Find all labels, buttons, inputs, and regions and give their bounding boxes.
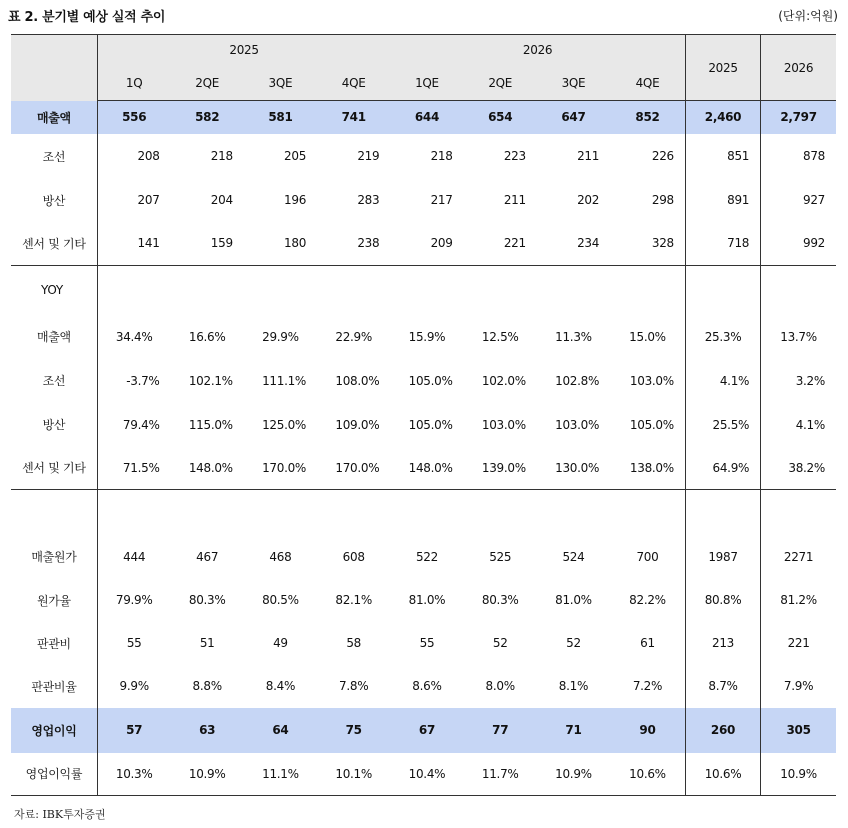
header-quarter: 1Q	[97, 66, 170, 101]
quarter-value: 8.0%	[485, 679, 515, 693]
annual-value: 305	[761, 708, 836, 753]
quarter-value: 218	[210, 149, 233, 163]
quarter-value: 10.3%	[97, 753, 170, 796]
row-label: 방산	[11, 179, 97, 222]
row-label: 원가율	[11, 579, 97, 622]
annual-value: 80.8%	[685, 579, 760, 622]
quarter-value: 63	[171, 708, 244, 753]
quarter-value: 90	[610, 708, 685, 753]
quarter-value: 10.6%	[610, 753, 685, 796]
annual-value: 4.1%	[795, 417, 825, 432]
quarter-value: 217	[430, 193, 453, 207]
quarter-value: 525	[489, 549, 512, 564]
row-label: 센서 및 기타	[11, 222, 97, 266]
quarter-value: 57	[97, 708, 170, 753]
header-quarter: 2QE	[464, 66, 537, 101]
quarter-value: 51	[199, 636, 215, 650]
quarter-value: 10.4%	[390, 753, 463, 796]
table-row	[11, 579, 836, 622]
quarter-value: 218	[430, 149, 453, 163]
quarter-value: 170.0%	[262, 460, 307, 475]
quarter-value: 8.6%	[412, 679, 442, 693]
annual-value: 4.1%	[685, 359, 760, 403]
header-annual-2026: 2026	[761, 35, 836, 101]
row-operating-profit	[11, 708, 836, 753]
quarter-value: 109.0%	[335, 417, 380, 432]
annual-value	[761, 266, 836, 315]
annual-value: 81.2%	[780, 593, 817, 607]
row-label: 조선	[11, 134, 97, 179]
quarter-value: 7.2%	[610, 665, 685, 708]
quarter-value: 8.8%	[192, 679, 222, 693]
quarter-value: 82.2%	[610, 579, 685, 622]
table-row	[11, 447, 836, 490]
quarter-value: 55	[419, 636, 435, 650]
quarter-value: 125.0%	[262, 417, 307, 432]
quarter-value: 522	[415, 549, 438, 564]
row-label: 판관비율	[11, 665, 97, 708]
quarter-value: 219	[357, 149, 380, 163]
annual-value	[685, 490, 760, 535]
quarter-value	[610, 490, 685, 535]
quarter-value	[244, 490, 317, 535]
quarter-value: 22.9%	[335, 329, 372, 344]
annual-value: 10.6%	[685, 753, 760, 796]
unit-label: (단위:억원)	[778, 9, 838, 23]
quarter-value: 202	[577, 193, 600, 207]
quarter-value: 102.0%	[481, 373, 526, 388]
quarter-value: 444	[123, 549, 146, 564]
quarter-value: 11.1%	[244, 753, 317, 796]
quarter-value	[464, 490, 537, 535]
annual-value: 38.2%	[788, 460, 825, 475]
header-quarter: 1QE	[390, 66, 463, 101]
quarter-value: -3.7%	[126, 373, 160, 388]
quarter-value: 105.0%	[610, 403, 685, 447]
quarter-value: 700	[610, 535, 685, 579]
quarter-value: 159	[210, 236, 233, 251]
quarter-value: 75	[317, 708, 390, 753]
quarter-value: 196	[284, 193, 307, 207]
table-row	[11, 315, 836, 359]
annual-value: 25.5%	[685, 403, 760, 447]
quarter-value: 283	[357, 193, 380, 207]
annual-value: 260	[685, 708, 760, 753]
row-label: 영업이익	[11, 708, 97, 753]
quarter-value: 9.9%	[119, 679, 149, 693]
quarter-value: 644	[390, 101, 463, 134]
quarter-value	[244, 266, 317, 315]
row-label: 판관비	[11, 622, 97, 665]
quarter-value: 208	[137, 149, 160, 163]
table-body	[11, 101, 836, 796]
quarter-value: 8.1%	[558, 679, 589, 693]
header-year-2025: 2025	[97, 35, 390, 66]
annual-value: 2,797	[761, 101, 836, 134]
quarter-value: 103.0%	[481, 417, 526, 432]
table-row	[11, 665, 836, 708]
quarter-value: 105.0%	[408, 417, 453, 432]
quarter-value: 52	[492, 636, 508, 650]
quarter-value: 148.0%	[408, 460, 453, 475]
quarter-value	[317, 490, 390, 535]
quarter-value: 11.3%	[555, 329, 592, 344]
quarter-value: 81.0%	[555, 593, 592, 607]
quarter-value	[537, 490, 610, 535]
annual-value: 25.3%	[685, 315, 760, 359]
quarter-value: 298	[610, 179, 685, 222]
quarter-value: 468	[269, 549, 292, 564]
quarter-value: 61	[610, 622, 685, 665]
row-yoy-header	[11, 266, 836, 315]
annual-value: 221	[787, 636, 810, 650]
quarter-value	[171, 490, 244, 535]
annual-value: 1987	[685, 535, 760, 579]
annual-value: 213	[685, 622, 760, 665]
quarter-value: 582	[171, 101, 244, 134]
quarter-value: 180	[284, 236, 307, 251]
quarter-value: 80.3%	[188, 593, 226, 607]
quarter-value: 108.0%	[335, 373, 380, 388]
header-quarter: 3QE	[537, 66, 610, 101]
quarter-value: 115.0%	[188, 417, 233, 432]
row-label	[11, 490, 97, 535]
quarter-value: 8.4%	[265, 679, 296, 693]
row-label: 방산	[11, 403, 97, 447]
table-row	[11, 403, 836, 447]
quarter-value	[171, 266, 244, 315]
row-label: 조선	[11, 359, 97, 403]
quarter-value: 223	[503, 149, 526, 163]
annual-value: 878	[802, 149, 825, 163]
quarter-value: 15.0%	[610, 315, 685, 359]
earnings-table	[11, 34, 836, 796]
annual-value: 891	[685, 179, 760, 222]
table-title: 표 2. 분기별 예상 실적 추이	[8, 10, 166, 25]
quarter-value: 80.3%	[481, 593, 519, 607]
quarter-value: 211	[503, 193, 526, 207]
header-quarter: 4QE	[610, 66, 685, 101]
annual-value: 718	[685, 222, 760, 266]
quarter-value: 55	[126, 636, 142, 650]
quarter-value: 211	[577, 149, 600, 163]
quarter-value: 204	[210, 193, 233, 207]
quarter-value	[390, 266, 463, 315]
quarter-value: 15.9%	[408, 329, 446, 344]
quarter-value	[317, 266, 390, 315]
row-label: 매출액	[11, 315, 97, 359]
row-label: 센서 및 기타	[11, 447, 97, 490]
quarter-value: 524	[562, 549, 585, 564]
quarter-value: 139.0%	[481, 460, 526, 475]
annual-value: 3.2%	[795, 373, 825, 388]
row-label: 매출액	[11, 101, 97, 134]
yoy-label: YOY	[11, 266, 97, 315]
quarter-value: 58	[346, 636, 362, 650]
row-revenue	[11, 101, 836, 134]
quarter-value: 16.6%	[188, 329, 226, 344]
quarter-value: 79.4%	[122, 417, 160, 432]
quarter-value: 52	[566, 636, 581, 650]
quarter-value: 205	[284, 149, 307, 163]
quarter-value: 12.5%	[481, 329, 519, 344]
header-corner	[11, 35, 97, 101]
quarter-value: 328	[610, 222, 685, 266]
annual-value: 2,460	[685, 101, 760, 134]
annual-value: 10.9%	[761, 753, 836, 796]
quarter-value: 130.0%	[555, 460, 600, 475]
quarter-value: 71	[537, 708, 610, 753]
quarter-value: 581	[244, 101, 317, 134]
annual-value: 8.7%	[685, 665, 760, 708]
quarter-value: 10.9%	[171, 753, 244, 796]
annual-value: 851	[685, 134, 760, 179]
quarter-value: 7.8%	[339, 679, 369, 693]
quarter-value: 111.1%	[262, 373, 307, 388]
quarter-value	[537, 266, 610, 315]
quarter-value: 852	[610, 101, 685, 134]
quarter-value: 34.4%	[115, 329, 153, 344]
quarter-value: 103.0%	[610, 359, 685, 403]
table-row	[11, 179, 836, 222]
annual-value	[761, 490, 836, 535]
header-annual-2025: 2025	[685, 35, 760, 101]
quarter-value: 556	[97, 101, 170, 134]
quarter-value: 29.9%	[262, 329, 299, 344]
header-quarter: 3QE	[244, 66, 317, 101]
quarter-value: 67	[390, 708, 463, 753]
quarter-value: 741	[317, 101, 390, 134]
quarter-value: 647	[537, 101, 610, 134]
quarter-value: 234	[577, 236, 600, 251]
quarter-value: 103.0%	[555, 417, 600, 432]
quarter-value: 64	[244, 708, 317, 753]
quarter-value	[464, 266, 537, 315]
quarter-value: 170.0%	[335, 460, 380, 475]
row-label: 매출원가	[11, 535, 97, 579]
quarter-value: 138.0%	[610, 447, 685, 490]
row-label: 영업이익률	[11, 753, 97, 796]
annual-value: 2271	[783, 549, 814, 564]
quarter-value: 226	[610, 134, 685, 179]
quarter-value: 49	[273, 636, 288, 650]
quarter-value: 10.1%	[317, 753, 390, 796]
quarter-value: 71.5%	[122, 460, 160, 475]
quarter-value: 467	[196, 549, 219, 564]
quarter-value: 80.5%	[262, 593, 299, 607]
annual-value: 992	[802, 236, 825, 251]
quarter-value: 11.7%	[464, 753, 537, 796]
row-spacer	[11, 490, 836, 535]
header-quarter: 2QE	[171, 66, 244, 101]
quarter-value: 207	[137, 193, 160, 207]
quarter-value: 105.0%	[408, 373, 453, 388]
quarter-value: 238	[357, 236, 380, 251]
quarter-value: 82.1%	[335, 593, 372, 607]
quarter-value: 209	[430, 236, 453, 251]
quarter-value	[97, 490, 170, 535]
annual-value: 7.9%	[783, 679, 814, 693]
table-row	[11, 753, 836, 796]
quarter-value	[390, 490, 463, 535]
table-row	[11, 134, 836, 179]
quarter-value: 141	[137, 236, 160, 251]
quarter-value: 221	[503, 236, 526, 251]
quarter-value: 654	[464, 101, 537, 134]
annual-value: 64.9%	[685, 447, 760, 490]
quarter-value	[610, 266, 685, 315]
quarter-value: 102.8%	[555, 373, 600, 388]
source-note: 자료: IBK투자증권	[14, 808, 106, 821]
quarter-value: 148.0%	[188, 460, 233, 475]
quarter-value: 81.0%	[408, 593, 446, 607]
header-quarter: 4QE	[317, 66, 390, 101]
header-year-2026: 2026	[390, 35, 685, 66]
annual-value: 927	[802, 193, 825, 207]
annual-value: 13.7%	[780, 329, 817, 344]
table-row	[11, 222, 836, 266]
quarter-value: 10.9%	[537, 753, 610, 796]
quarter-value: 79.9%	[115, 593, 153, 607]
quarter-value: 608	[342, 549, 365, 564]
table-row	[11, 535, 836, 579]
table-row	[11, 359, 836, 403]
quarter-value: 77	[464, 708, 537, 753]
annual-value	[685, 266, 760, 315]
quarter-value	[97, 266, 170, 315]
table-row	[11, 622, 836, 665]
quarter-value: 102.1%	[188, 373, 233, 388]
